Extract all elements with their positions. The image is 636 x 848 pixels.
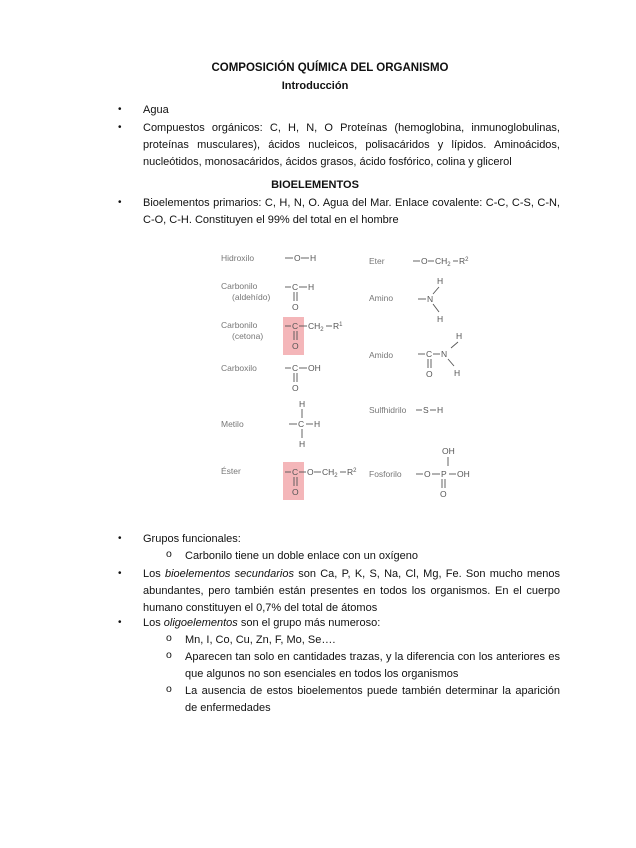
svg-text:R2: $R^2$ [347,467,357,477]
label-ester: Éster [221,466,241,476]
svg-text:H: H [437,405,444,415]
bullet-dot: • [118,617,122,628]
struct-cetona [285,321,343,351]
sub-bullet: o [166,649,172,661]
svg-text:CH2: $CH_2$ [435,256,451,268]
svg-text:OH: OH [457,469,470,479]
svg-text:H: H [299,439,306,449]
svg-text:O: O [294,253,301,263]
struct-amino [418,276,443,324]
label-amido: Amido [369,350,394,360]
svg-text:O: O [292,383,299,393]
svg-text:C: C [292,282,299,292]
label-eter: Eter [369,256,385,266]
sub-bullet: o [166,548,172,560]
svg-text:H: H [310,253,317,263]
section-heading-bioelementos: BIOELEMENTOS [271,179,359,191]
svg-text:O: O [292,487,299,497]
svg-text:H: H [454,368,461,378]
svg-text:H: H [299,399,306,409]
svg-text:H: H [456,331,463,341]
label-sulfhidrilo: Sulfhidrilo [369,405,407,415]
svg-text:O: O [424,469,431,479]
svg-text:C: C [426,349,433,359]
struct-hidroxilo [285,253,316,263]
label-carbonilo-cetona: Carbonilo [221,320,258,330]
functional-groups-figure [213,237,483,512]
label-hidroxilo: Hidroxilo [221,253,255,263]
oligo-text: Los oligoelementos son el grupo más numeroso: [143,617,381,629]
svg-text:O: O [426,369,433,379]
svg-text:N: N [441,349,448,359]
label-carboxilo: Carboxilo [221,363,257,373]
grupos-sub-item: Carbonilo tiene un doble enlace con un oxígeno [185,550,419,562]
svg-text:CH2: $CH_2$ [308,321,324,333]
svg-text:P: P [441,469,447,479]
label-fosforilo: Fosforilo [369,469,402,479]
oligo-item: La ausencia de estos bioelementos puede también determinar la aparición de enfermedades [185,685,560,714]
label-cetona: (cetona) [232,331,264,341]
struct-eter [413,256,469,268]
svg-text:H: H [308,282,315,292]
label-aldehido: (aldehído) [232,292,271,302]
svg-text:S: S [423,405,429,415]
svg-text:R2: $R^2$ [459,256,469,266]
page-title: COMPOSICIÓN QUÍMICA DEL ORGANISMO [211,62,449,74]
grupos-label: Grupos funcionales: [143,533,241,545]
oligo-item: Aparecen tan solo en cantidades trazas, y la diferencia con los anteriores es que algunos no son esenciales en todos los organismos [185,651,560,680]
struct-carboxilo [285,363,321,393]
label-carbonilo-aldehido: Carbonilo [221,281,258,291]
page-subtitle: Introducción [281,80,349,92]
svg-text:O: O [307,467,314,477]
svg-text:OH: OH [442,446,455,456]
svg-text:O: O [292,302,299,312]
svg-text:H: H [437,314,444,324]
struct-amido [418,331,462,379]
svg-text:C: C [292,321,299,331]
bullet-dot: • [118,104,122,115]
struct-aldehido [285,282,314,312]
svg-text:N: N [427,294,434,304]
svg-text:R1: $R^1$ [333,321,343,331]
svg-text:H: H [314,419,321,429]
intro-item-organicos: Compuestos orgánicos: C, H, N, O Proteínas (hemoglobina, inmunoglobulinas, proteínas musculares), ácidos nucleicos, polisacáridos y lípidos. Aminoácidos, nucleótidos, monosacáridos, ácidos grasos, ácido fosfórico, colina y glicerol [143,122,560,168]
struct-fosforilo [416,446,470,499]
struct-sulfhidrilo [416,405,443,415]
svg-text:CH2: $CH_2$ [322,467,338,479]
svg-text:C: C [292,467,299,477]
bullet-dot: • [118,533,122,544]
bullet-dot: • [118,568,122,579]
svg-text:OH: OH [308,363,321,373]
label-metilo: Metilo [221,419,244,429]
intro-item-agua: Agua [143,104,169,116]
struct-metilo [289,399,320,449]
svg-text:O: O [440,489,447,499]
label-amino: Amino [369,293,394,303]
bullet-dot: • [118,122,122,133]
secundarios-text: Los bioelementos secundarios son Ca, P, K, S, Na, Cl, Mg, Fe. Son mucho menos abundantes, pero también están presentes en todos los organismos. En el cuerpo humano constituyen el 0,7% del total de átomos [143,568,561,614]
svg-text:C: C [298,419,305,429]
bullet-dot: • [118,197,122,208]
svg-text:C: C [292,363,299,373]
sub-bullet: o [166,683,172,695]
functional-groups-svg [213,237,483,512]
primarios-text: Bioelementos primarios: C, H, N, O. Agua del Mar. Enlace covalente: C-C, C-S, C-N, C-O, C-H. Constituyen el 99% del total en el hombre [143,197,560,226]
sub-bullet: o [166,632,172,644]
svg-text:O: O [292,341,299,351]
svg-text:O: O [421,256,428,266]
svg-text:H: H [437,276,444,286]
oligo-item: Mn, I, Co, Cu, Zn, F, Mo, Se…. [185,634,336,646]
